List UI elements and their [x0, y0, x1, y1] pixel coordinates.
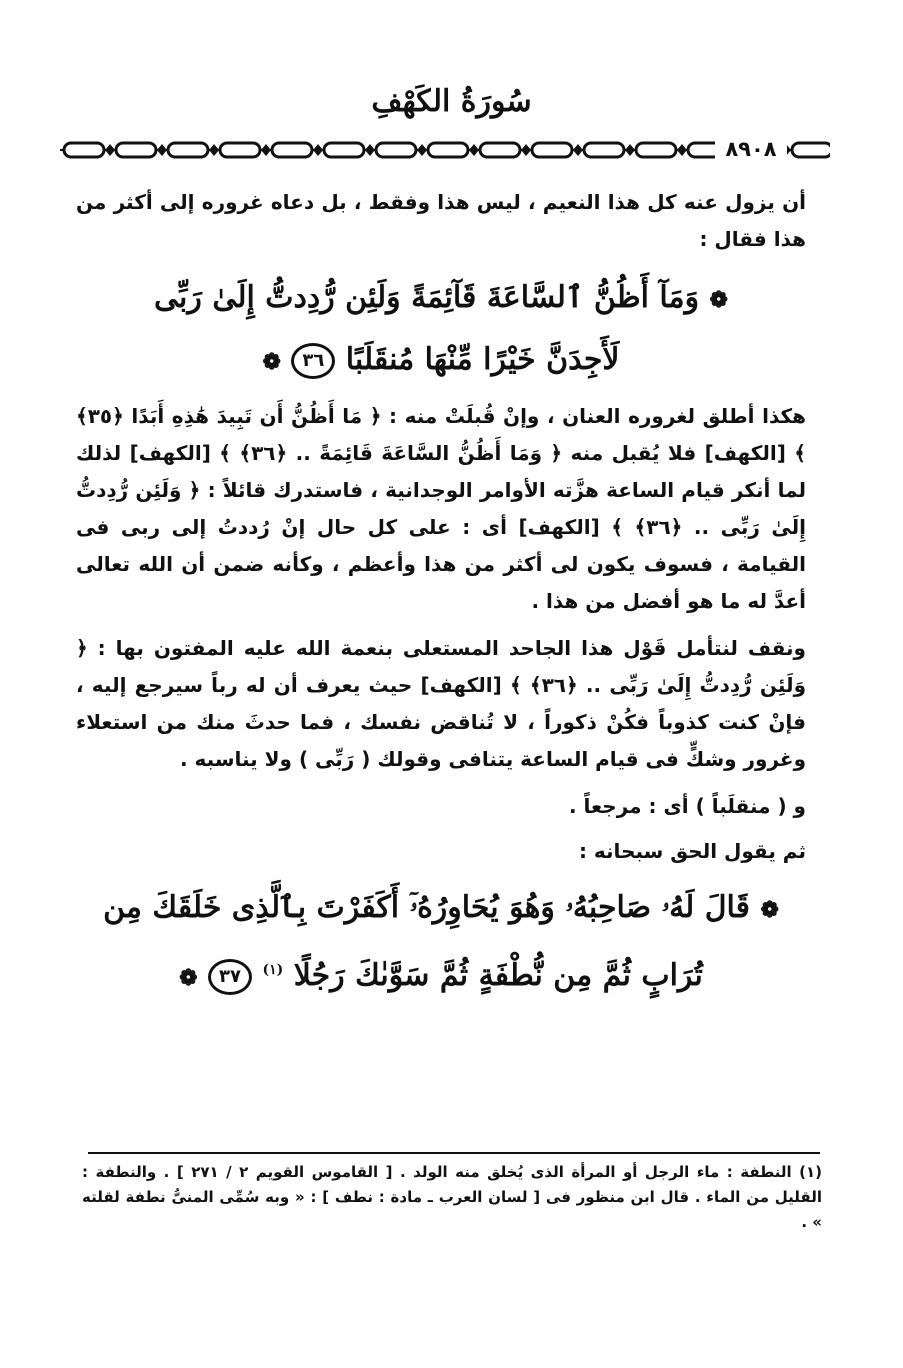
verse-36-line-1 [76, 268, 806, 330]
chain-diamond [573, 144, 583, 156]
main-text [76, 184, 806, 1014]
chain-link [428, 143, 468, 157]
ayah-number-37: ٣٧ [208, 959, 252, 995]
chain-link [64, 143, 104, 157]
chain-link [116, 143, 156, 157]
chain-link [636, 143, 676, 157]
chain-diamond [625, 144, 635, 156]
chain-link [272, 143, 312, 157]
footnote-divider [88, 1152, 820, 1154]
chain-link [376, 143, 416, 157]
verse-open-ornament-icon: ❁ [709, 287, 728, 313]
chain-link [324, 143, 364, 157]
chain-diamond [157, 144, 167, 156]
verse-37-line-1 [76, 878, 806, 940]
paragraph-5: ثم يقول الحق سبحانه : [578, 839, 806, 863]
verse-37-text-2: تُرَابٍ ثُمَّ مِن نُّطْفَةٍ ثُمَّ سَوَّىٰكَ رَجُلًا [293, 958, 703, 993]
chain-link [220, 143, 260, 157]
verse-close-ornament-icon: ❁ [179, 965, 198, 991]
chain-diamond [261, 144, 271, 156]
verse-37-text-1: قَالَ لَهُۥ صَاحِبُهُۥ وَهُوَ يُحَاوِرُهُۥٓ أَكَفَرْتَ بِٱلَّذِى خَلَقَكَ مِن [103, 890, 751, 925]
page-number: ٨٩٠٨ [715, 134, 787, 164]
verse-36-line-2 [76, 330, 806, 392]
chain-diamond [469, 144, 479, 156]
chain-link [584, 143, 624, 157]
chain-diamond [677, 144, 687, 156]
verse-37-line-2 [76, 940, 806, 1008]
paragraph-4: و ( منقلَباً ) أى : مرجعاً . [568, 794, 806, 818]
surah-title: سُورَةُ الكَهْفِ [371, 84, 532, 119]
verse-open-ornament-icon: ❁ [760, 897, 779, 923]
footnote-marker: (١) [262, 962, 284, 978]
chain-diamond [417, 144, 427, 156]
paragraph-1: أن يزول عنه كل هذا النعيم ، ليس هذا وفقط ، بل دعاه غروره إلى أكثر من هذا فقال : [76, 190, 806, 251]
chain-diamond [105, 144, 115, 156]
footnotes: (١) النطفة : ماء الرجل أو المرأة الذى يُخلق منه الولد . [ القاموس القويم ٢ / ٢٧١ ] . والنطفة : القليل من الماء . قال ابن منظور فى [ لسان العرب ـ مادة : نطف ] : « وبه سُمِّى المنىُّ نطفة لقلته » . [82, 1163, 822, 1231]
chain-diamond [521, 144, 531, 156]
verse-36-text-2: لَأَجِدَنَّ خَيْرًا مِّنْهَا مُنقَلَبًا [345, 342, 620, 377]
chain-link [480, 143, 520, 157]
quran-verse-37 [76, 878, 806, 1008]
chain-diamond [365, 144, 375, 156]
paragraph-2: هكذا أطلق لغروره العنان ، وإنْ قُبلَتْ منه : ﴿ مَا أَظُنُّ أَن تَبِيدَ هَٰذِهِ أَبَدًا ﴿٣٥﴾ ﴾ [الكهف] فلا يُقبل منه ﴿ وَمَا أَظُنُّ السَّاعَةَ قَائِمَةً .. ﴿٣٦﴾ ﴾ [الكهف] لذلك لما أنكر قيام الساعة هزَّته الأوامر الوجدانية ، فاستدرك قائلاً : ﴿ وَلَئِن رُّدِدتُّ إِلَىٰ رَبِّى .. ﴿٣٦﴾ ﴾ [الكهف] أى : على كل حال إنْ رُددتُ إلى ربى فى القيامة ، فسوف يكون لى أكثر من هذا وأعظم ، وكأنه ضمن أن الله تعالى أعدَّ له ما هو أفضل من هذا . [76, 404, 807, 613]
chain-link [792, 143, 830, 157]
chain-link [168, 143, 208, 157]
quran-verse-36 [76, 268, 806, 392]
ayah-number-36: ٣٦ [291, 343, 335, 379]
chain-diamond [313, 144, 323, 156]
verse-close-ornament-icon: ❁ [262, 349, 281, 375]
chain-link [532, 143, 572, 157]
verse-36-text-1: وَمَآ أَظُنُّ ٱلسَّاعَةَ قَآئِمَةً وَلَئِن رُّدِدتُّ إِلَىٰ رَبِّى [154, 280, 700, 315]
chain-diamond [209, 144, 219, 156]
paragraph-3: ونقف لنتأمل قَوْل هذا الجاحد المستعلى بنعمة الله عليه المفتون بها : ﴿ وَلَئِن رُّدِدتُّ إِلَىٰ رَبِّى .. ﴿٣٦﴾ ﴾ [الكهف] حيث يعرف أن له رباً سيرجع إليه ، فإنْ كنت كذوباً فكُنْ ذكوراً ، لا تُناقض نفسك ، فما حدثَ منك من استعلاء وغرور وشكٍّ فى قيام الساعة يتنافى وقولك ( رَبِّى ) ولا يناسبه . [76, 636, 806, 771]
